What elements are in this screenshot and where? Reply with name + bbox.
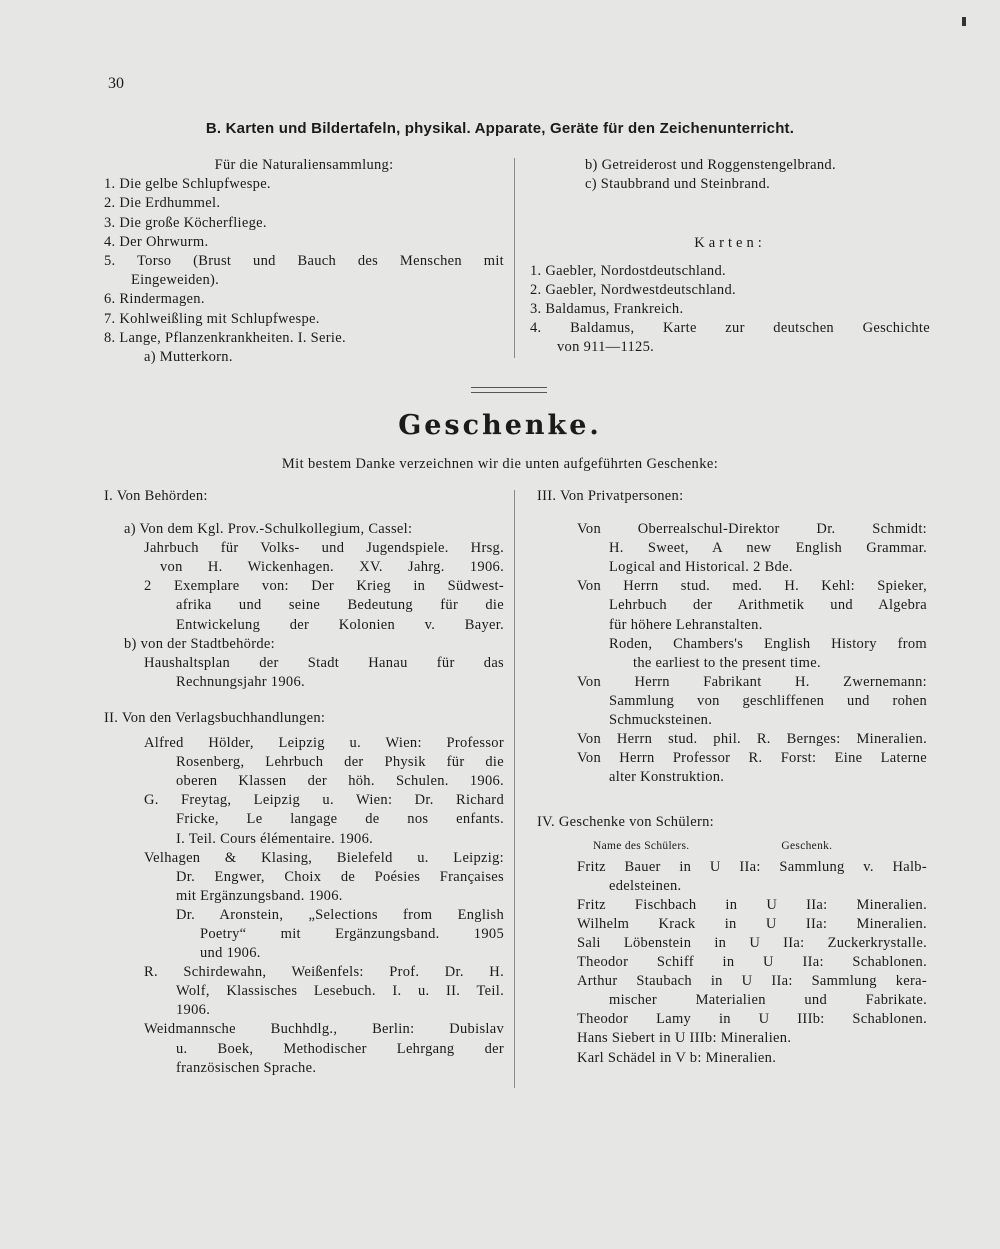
verlag-line: mit Ergänzungsband. 1906. (176, 887, 343, 904)
verlag-line: oberen Klassen der höh. Schulen. 1906. (176, 773, 504, 790)
schueler-line: Theodor Lamy in U IIIb: Schablonen. (577, 1011, 927, 1028)
privat-line: Lehrbuch der Arithmetik und Algebra (609, 597, 927, 614)
naturalien-cont-item: c) Staubbrand und Steinbrand. (585, 176, 771, 193)
naturalien-item: 5. Torso (Brust und Bauch des Menschen mit (104, 253, 504, 270)
privat-line: Roden, Chambers's English History from (609, 635, 927, 652)
naturalien-item: 6. Rindermagen. (104, 291, 205, 308)
naturalien-list (104, 156, 504, 367)
verlag-line: französischen Sprache. (176, 1059, 317, 1076)
behoerden-a-line: Jahrbuch für Volks- und Jugendspiele. Hrsg. (144, 540, 504, 557)
schueler-line: Theodor Schiff in U IIa: Schablonen. (577, 954, 927, 971)
naturalien-cont-item: b) Getreiderost und Roggenstengelbrand. (585, 157, 836, 173)
privat-line: für höhere Lehranstalten. (609, 616, 763, 633)
schueler-table-header (537, 837, 937, 856)
verlag-line: Poetry“ mit Ergänzungsband. 1905 (200, 925, 504, 942)
behoerden-a-line: von H. Wickenhagen. XV. Jahrg. 1906. (160, 559, 504, 576)
privat-line: the earliest to the present time. (633, 654, 821, 671)
naturalien-item: 8. Lange, Pflanzenkrankheiten. I. Serie. (104, 329, 346, 346)
verlag-line: R. Schirdewahn, Weißenfels: Prof. Dr. H. (144, 964, 504, 981)
left-column (104, 487, 504, 1078)
verlag-line: Rosenberg, Lehrbuch der Physik für die (176, 754, 504, 771)
verlag-line: Weidmannsche Buchhdlg., Berlin: Dubislav (144, 1021, 504, 1038)
privat-heading: III. Von Privatpersonen: (537, 488, 684, 504)
naturalien-item: a) Mutterkorn. (144, 349, 233, 366)
privat-line: Von Herrn Professor R. Forst: Eine Laterne (577, 750, 927, 767)
naturalien-item: 2. Die Erdhummel. (104, 195, 221, 212)
behoerden-a-line: Entwickelung der Kolonien v. Bayer. (176, 616, 504, 633)
karten-item: 4. Baldamus, Karte zur deutschen Geschichte (530, 320, 930, 337)
schueler-heading: IV. Geschenke von Schülern: (537, 814, 714, 831)
karten-heading: Karten: (694, 235, 766, 252)
behoerden-b-line: Rechnungsjahr 1906. (176, 673, 305, 690)
verlag-line: Dr. Aronstein, „Selections from English (176, 906, 504, 923)
verlag-line: 1906. (176, 1002, 211, 1019)
column-divider (514, 158, 515, 358)
intro-text: Mit bestem Danke verzeichnen wir die unten aufgeführten Geschenke: (281, 456, 719, 472)
verlag-line: und 1906. (200, 945, 261, 962)
schueler-line: Fritz Fischbach in U IIa: Mineralien. (577, 896, 927, 913)
naturalien-item: 4. Der Ohrwurm. (104, 233, 209, 250)
karten-item: 2. Gaebler, Nordwestdeutschland. (530, 281, 736, 298)
privat-line: alter Konstruktion. (609, 769, 725, 786)
naturalien-item: 7. Kohlweißling mit Schlupfwespe. (104, 310, 320, 327)
behoerden-a-line: afrika und seine Bedeutung für die (176, 597, 504, 614)
col-header-name: Name des Schülers. (593, 839, 690, 852)
schueler-line: Wilhelm Krack in U IIa: Mineralien. (577, 915, 927, 932)
verlag-heading: II. Von den Verlagsbuchhandlungen: (104, 709, 326, 726)
behoerden-heading: I. Von Behörden: (104, 488, 208, 504)
schueler-line: edelsteinen. (609, 877, 682, 894)
karten-block (530, 156, 930, 358)
behoerden-a-heading: a) Von dem Kgl. Prov.-Schulkollegium, Cassel: (124, 521, 413, 538)
behoerden-b-heading: b) von der Stadtbehörde: (124, 635, 275, 652)
section-heading: B. Karten und Bildertafeln, physikal. Apparate, Geräte für den Zeichenunterricht. (205, 120, 795, 137)
privat-line: Von Herrn stud. med. H. Kehl: Spieker, (577, 578, 927, 595)
karten-item: von 911—1125. (557, 339, 655, 356)
karten-item: 1. Gaebler, Nordostdeutschland. (530, 262, 726, 279)
schueler-line: Arthur Staubach in U IIa: Sammlung kera- (577, 973, 927, 990)
schueler-line: Fritz Bauer in U IIa: Sammlung v. Halb- (577, 858, 927, 875)
margin-mark (962, 17, 966, 26)
verlag-line: u. Boek, Methodischer Lehrgang der (176, 1040, 504, 1057)
verlag-line: G. Freytag, Leipzig u. Wien: Dr. Richard (144, 792, 504, 809)
behoerden-a-line: 2 Exemplare von: Der Krieg in Südwest- (144, 578, 504, 595)
verlag-line: Dr. Engwer, Choix de Poésies Françaises (176, 868, 504, 885)
schueler-line: Sali Löbenstein in U IIa: Zuckerkrystalle. (577, 934, 927, 951)
privat-line: Schmucksteinen. (609, 712, 713, 729)
privat-line: Sammlung von geschliffenen und rohen (609, 692, 927, 709)
naturalien-item: Eingeweiden). (131, 272, 220, 289)
privat-line: H. Sweet, A new English Grammar. (609, 540, 927, 557)
ornament-rule (471, 387, 547, 393)
privat-line: Logical and Historical. 2 Bde. (609, 559, 793, 576)
privat-line: Von Herrn stud. phil. R. Bernges: Mineralien. (577, 731, 927, 748)
behoerden-b-line: Haushaltsplan der Stadt Hanau für das (144, 654, 504, 671)
naturalien-item: 3. Die große Köcherfliege. (104, 214, 267, 231)
geschenke-title: Geschenke. (398, 410, 602, 441)
naturalien-heading: Für die Naturaliensammlung: (214, 157, 394, 173)
privat-line: Von Oberrealschul-Direktor Dr. Schmidt: (577, 521, 927, 538)
verlag-line: Wolf, Klassisches Lesebuch. I. u. II. Teil. (176, 983, 504, 1000)
page-number: 30 (108, 75, 124, 92)
verlag-line: Velhagen & Klasing, Bielefeld u. Leipzig: (144, 849, 504, 866)
schueler-line: Hans Siebert in U IIIb: Mineralien. (577, 1030, 792, 1047)
column-divider (514, 490, 515, 1088)
col-header-gift: Geschenk. (781, 839, 833, 852)
schueler-line: Karl Schädel in V b: Mineralien. (577, 1049, 777, 1066)
verlag-line: Fricke, Le langage de nos enfants. (176, 811, 504, 828)
naturalien-item: 1. Die gelbe Schlupfwespe. (104, 176, 271, 193)
karten-item: 3. Baldamus, Frankreich. (530, 301, 684, 318)
verlag-line: I. Teil. Cours élémentaire. 1906. (176, 830, 374, 847)
privat-line: Von Herrn Fabrikant H. Zwernemann: (577, 673, 927, 690)
right-column (537, 487, 937, 1068)
verlag-line: Alfred Hölder, Leipzig u. Wien: Professor (144, 735, 504, 752)
schueler-line: mischer Materialien und Fabrikate. (609, 992, 927, 1009)
